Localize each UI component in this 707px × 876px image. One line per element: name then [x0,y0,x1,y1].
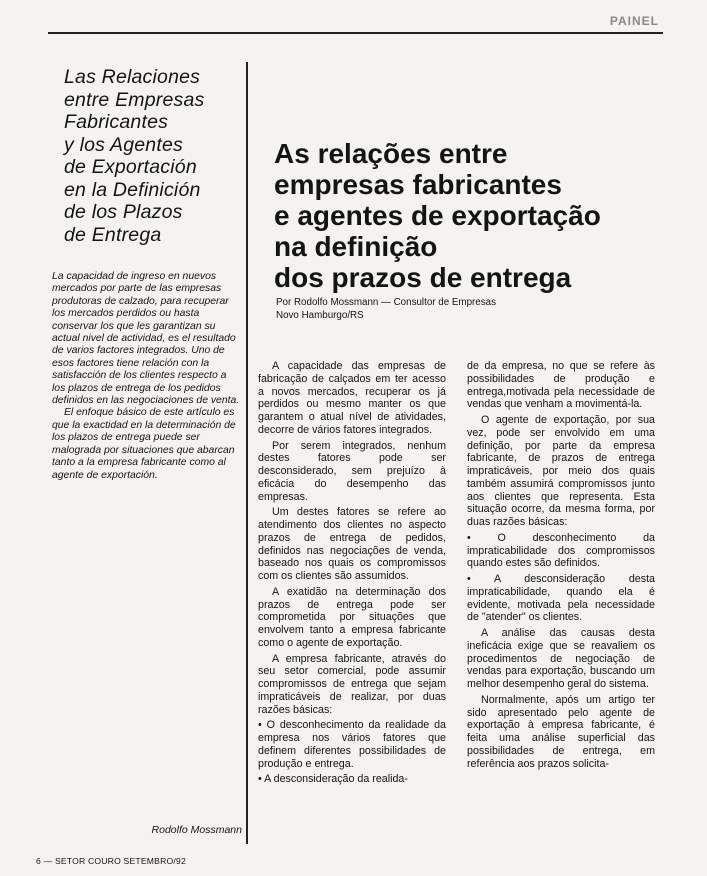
article-title-line: e agentes de exportação [274,200,601,231]
bullet-paragraph: • O desconhecimento da realidade da empresa nos vários fatores que definem diferentes possibilidades de produção e entrega. [258,719,446,770]
sidebar-author: Rodolfo Mossmann [151,824,242,836]
article-title-line: As relações entre [274,138,508,169]
body-paragraph: A análise das causas desta ineficácia exige que se reavaliem os procedimentos de negociação de vendas para exportação, buscando um melhor desempenho geral do sistema. [467,627,655,690]
body-paragraph: Um destes fatores se refere ao atendimento dos clientes no aspecto prazos de entrega de pedidos, definidos nas negociações de venda, baseado nos quais os compromissos com os clientes são assumidos. [258,506,446,582]
spanish-title-line: Fabricantes [64,111,169,133]
bullet-paragraph: • A desconsideração da realida- [258,773,408,786]
article-title-line: na definição [274,231,438,262]
spanish-title-line: de los Plazos [64,201,183,223]
spanish-title-line: en la Definición [64,178,201,201]
body-paragraph: Normalmente, após um artigo ter sido apresentado pelo agente de exportação à empresa fabricante, é feita uma análise superficial das possibilidades de entrega, em referência aos prazos solicita- [467,693,655,770]
article-column-2 [467,360,655,773]
section-tag: PAINEL [609,14,659,28]
body-paragraph: A exatidão na determinação dos prazos de entrega pode ser comprometida por situações que envolvem tanto a empresa fabricante como o agente de exportação. [258,585,446,649]
spanish-title-line: de Exportación [64,156,197,178]
article-title [274,138,674,293]
body-paragraph: O agente de exportação, por sua vez, pode ser envolvido em uma definição, por parte da empresa fabricante, de prazos de entrega impraticáveis, por meio dos quais também assumirá compromissos junto aos clientes que representa. Esta situação ocorre, da mesma forma, por duas razões básicas: [467,414,655,528]
spanish-abstract-paragraph: La capacidad de ingreso en nuevos mercados por parte de las empresas produtoras de calzado, para recuperar los mercados perdidos ou hasta conservar los que les garantizan su actual nivel de actividad, es el resultado de varios factores integrados. Uno de esos factores tiene relación con la satisfacción de los clientes respecto a los plazos de entrega de los pedidos definidos en las negociaciones de venta. [52,271,240,407]
spanish-title-line: de Entrega [64,223,162,246]
spanish-title [64,66,244,246]
byline [276,297,616,322]
bullet-paragraph: • A desconsideração desta impraticabilidade, quando ela é evidente, motivada pela necessidade de "atender" os clientes. [467,573,655,624]
top-rule [48,32,663,34]
byline-line: Por Rodolfo Mossmann — Consultor de Empresas [276,297,496,308]
page-folio: 6 — SETOR COURO SETEMBRO/92 [36,856,186,866]
spanish-title-line: Las Relaciones [64,66,201,88]
article-title-line: empresas fabricantes [274,169,562,200]
vertical-divider [246,62,248,844]
spanish-abstract-paragraph: El enfoque básico de este artículo es que la exactidad en la determinación de los plazos de entrega puede ser malograda por situaciones que abarcan tanto a la empresa fabricante como al agente de exportación. [52,407,236,481]
body-paragraph: A empresa fabricante, através do seu setor comercial, pode assumir compromissos de entrega que sejam impraticáveis de realizar, por duas razões básicas: [258,652,446,716]
article-title-line: dos prazos de entrega [274,262,572,293]
spanish-abstract [52,271,240,482]
spanish-title-line: y los Agentes [64,133,183,156]
byline-line: Novo Hamburgo/RS [276,309,364,321]
body-paragraph-continued: de da empresa, no que se refere às possibilidades de produção e entrega,motivada pela necessidade de vendas que venham a movimentá-la. [467,360,655,411]
bullet-paragraph: • O desconhecimento da impraticabilidade dos compromissos quando estes são definidos. [467,531,655,570]
spanish-title-line: entre Empresas [64,88,205,111]
article-column-1 [258,360,446,789]
body-paragraph: A capacidade das empresas de fabricação de calçados em ter acesso a novos mercados, recuperar os já perdidos ou mesmo manter os que garantem o atual nível de atividades, decorre de vários fatores integrados. [258,360,446,436]
body-paragraph: Por serem integrados, nenhum destes fatores pode ser desconsiderado, sem prejuízo à eficácia do desempenho das empresas. [258,439,446,503]
